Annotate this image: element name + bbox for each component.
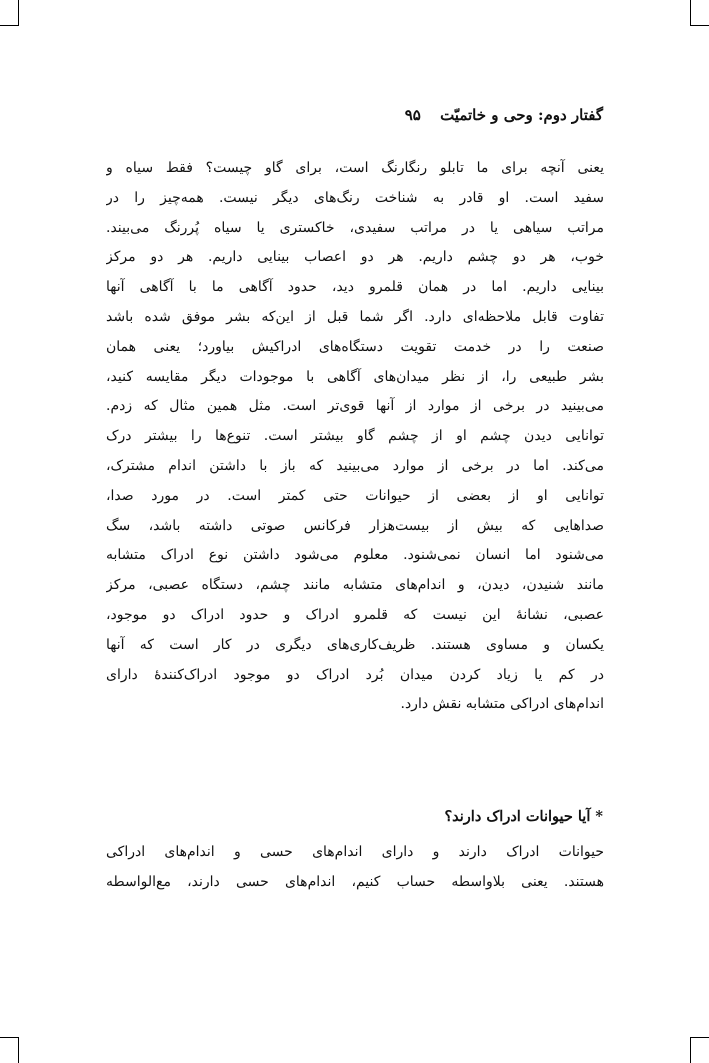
- crop-mark-top-left-horizontal: [0, 25, 18, 26]
- crop-mark-bottom-left-horizontal: [0, 1037, 18, 1038]
- body-paragraph-1: [106, 154, 604, 720]
- page-number: ۹۵: [404, 106, 421, 124]
- text-line: حیوانات ادراک دارند و دارای اندام‌های حسی و اندام‌های ادراکی: [106, 844, 604, 860]
- text-line: در کم یا زیاد کردن میدان بُرد ادراک دو موجود ادراک‌کنندهٔ دارای: [106, 666, 604, 683]
- text-line: خوب، هر دو چشم داریم. هر دو اعصاب بینایی داریم. هر دو مرکز: [106, 249, 604, 266]
- chapter-title: گفتار دوم: وحی و خاتمیّت: [440, 106, 603, 124]
- text-line: صداهایی که بیش از بیست‌هزار فرکانس صوتی داشته باشد، سگ: [106, 517, 604, 534]
- running-header: [405, 106, 603, 124]
- text-line: توانایی او از بعضی از حیوانات حتی کمتر است. در مورد صدا،: [106, 487, 604, 504]
- crop-mark-top-right-vertical: [690, 0, 691, 26]
- crop-mark-bottom-right-vertical: [690, 1037, 691, 1063]
- crop-mark-bottom-left-vertical: [18, 1037, 19, 1063]
- text-line: بشر طبیعی را، از نظر میدان‌های آگاهی با موجودات دیگر مقایسه کنید،: [106, 368, 604, 385]
- text-line: سفید است. او قادر به شناخت رنگ‌های دیگر نیست. همه‌چیز را در: [106, 189, 604, 206]
- text-line: اندام‌های ادراکی متشابه نقش دارد.: [400, 696, 604, 713]
- body-paragraph-2: [106, 838, 604, 898]
- text-line: مانند شنیدن، دیدن، و اندام‌های متشابه مانند چشم، دستگاه عصبی، مرکز: [106, 577, 604, 594]
- text-line: صنعت را در خدمت تقویت دستگاه‌های ادراکیش بیاورد؛ یعنی همان: [106, 338, 604, 355]
- crop-mark-bottom-right-horizontal: [691, 1037, 709, 1038]
- text-line: یکسان و مساوی هستند. ظریف‌کاری‌های دیگری در کار است که آنها: [106, 636, 604, 653]
- text-line: می‌شنود اما انسان نمی‌شنود. معلوم می‌شود داشتن نوع ادراک متشابه: [106, 547, 604, 564]
- text-line: توانایی دیدن چشم او از چشم گاو بیشتر است. تنوع‌ها را بیشتر درک: [106, 428, 604, 445]
- text-line: هستند. یعنی بلاواسطه حساب کنیم، اندام‌های حسی دارند، مع‌الواسطه: [106, 873, 604, 890]
- section-heading: * آیا حیوانات ادراک دارند؟: [444, 808, 603, 825]
- text-line: عصبی، نشانهٔ این نیست که قلمرو ادراک و حدود ادراک دو موجود،: [106, 606, 604, 623]
- crop-mark-top-right-horizontal: [691, 25, 709, 26]
- text-line: تفاوت قابل ملاحظه‌ای دارد. اگر شما قبل از این‌که بشر موفق شده باشد: [106, 308, 604, 325]
- crop-mark-top-left-vertical: [18, 0, 19, 26]
- text-line: بینایی داریم. اما در همان قلمرو دید، حدود آگاهی ما با آگاهی آنها: [106, 279, 604, 296]
- text-line: می‌بینید در برخی از موارد از آنها قوی‌تر است. مثل همین مثال که زدم.: [106, 398, 604, 415]
- text-line: می‌کند. اما در برخی از موارد می‌بینید که باز با داشتن اندام مشترک،: [106, 457, 604, 474]
- text-line: یعنی آنچه برای ما تابلو رنگارنگ است، برای گاو چیست؟ فقط سیاه و: [106, 160, 604, 176]
- text-line: مراتب سیاهی یا در مراتب سفیدی، خاکستری یا سیاه پُررنگ می‌بیند.: [106, 219, 604, 236]
